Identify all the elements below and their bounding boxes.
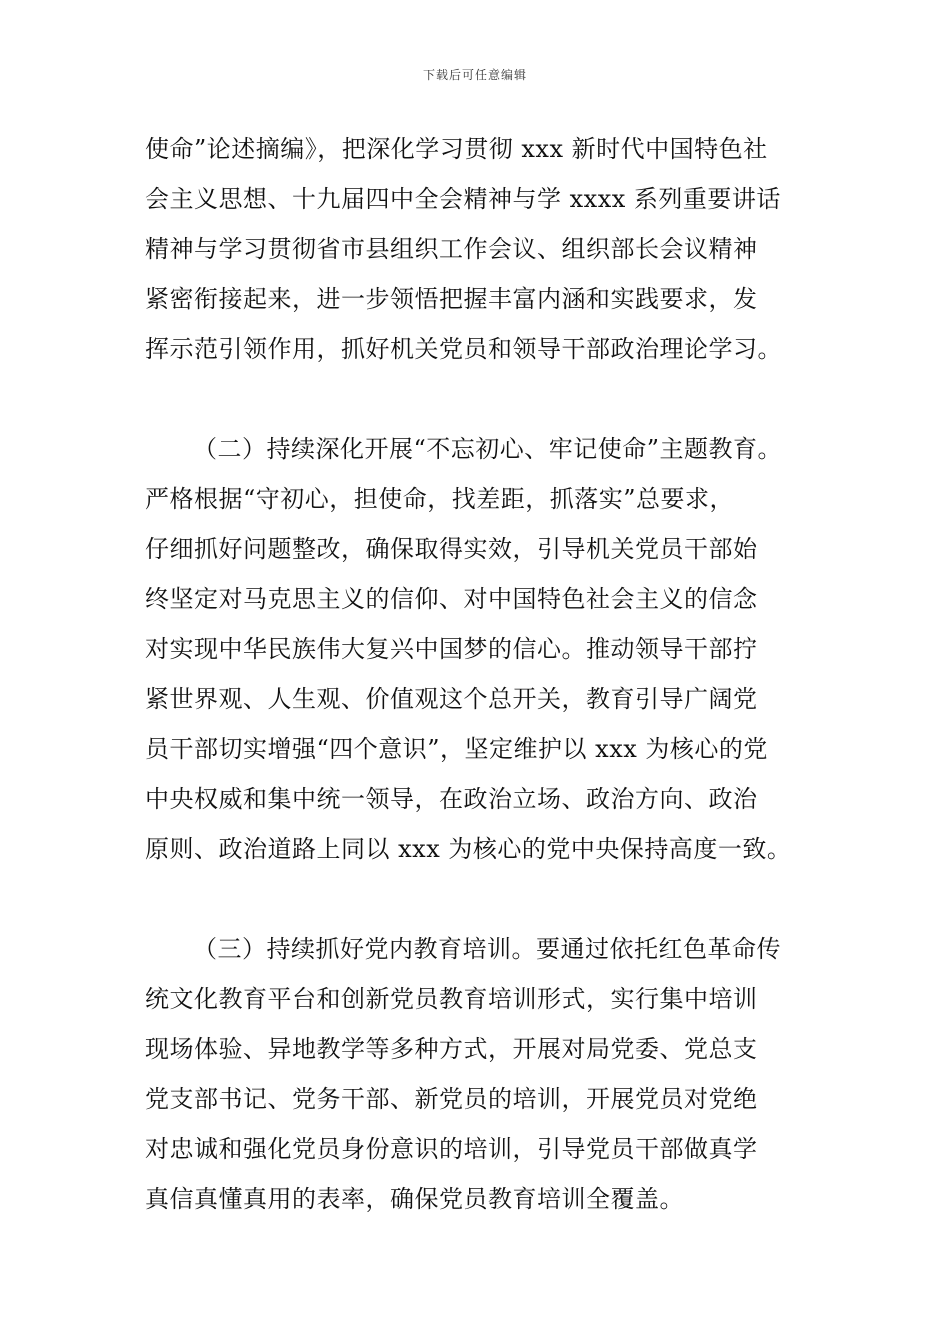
paragraph-line: 党支部书记、党务干部、新党员的培训，开展党员对党绝 xyxy=(145,1085,758,1113)
paragraph-line: 紧世界观、人生观、价值观这个总开关，教育引导广阔党 xyxy=(145,685,758,713)
paragraph-line: 原则、政治道路上同以 xxx 为核心的党中央保持高度一致。 xyxy=(145,835,792,863)
paragraph-line: 真信真懂真用的表率，确保党员教育培训全覆盖。 xyxy=(145,1185,684,1213)
paragraph-line: 对实现中华民族伟大复兴中国梦的信心。推动领导干部拧 xyxy=(145,635,758,663)
paragraph-3 xyxy=(145,924,845,1224)
paragraph-spacer xyxy=(145,374,845,424)
paragraph-line: 仔细抓好问题整改，确保取得实效，引导机关党员干部始 xyxy=(145,535,758,563)
paragraph-1 xyxy=(145,124,845,374)
paragraph-spacer xyxy=(145,874,845,924)
paragraph-line: 对忠诚和强化党员身份意识的培训，引导党员干部做真学 xyxy=(145,1135,758,1163)
paragraph-2 xyxy=(145,424,845,874)
paragraph-line: 精神与学习贯彻省市县组织工作会议、组织部长会议精神 xyxy=(145,235,758,263)
paragraph-line: 现场体验、异地教学等多种方式，开展对局党委、党总支 xyxy=(145,1035,758,1063)
paragraph-line: 统文化教育平台和创新党员教育培训形式，实行集中培训 xyxy=(145,985,758,1013)
paragraph-line: 挥示范引领作用，抓好机关党员和领导干部政治理论学习。 xyxy=(145,335,782,363)
paragraph-line: 紧密衔接起来，进一步领悟把握丰富内涵和实践要求，发 xyxy=(145,285,758,313)
paragraph-line: 使命”论述摘编》，把深化学习贯彻 xxx 新时代中国特色社 xyxy=(145,135,768,163)
page-header: 下载后可任意编辑 xyxy=(422,68,527,82)
paragraph-line: （三）持续抓好党内教育培训。要通过依托红色革命传 xyxy=(193,935,781,963)
paragraph-line: 终坚定对马克思主义的信仰、对中国特色社会主义的信念 xyxy=(145,585,758,613)
document-body xyxy=(145,124,845,1224)
paragraph-line: 员干部切实增强“四个意识”，坚定维护以 xxx 为核心的党 xyxy=(145,735,768,763)
paragraph-line: 会主义思想、十九届四中全会精神与学 xxxx 系列重要讲话 xyxy=(145,185,781,213)
paragraph-line: （二）持续深化开展“不忘初心、牢记使命”主题教育。 xyxy=(193,435,783,463)
paragraph-line: 严格根据“守初心，担使命，找差距，抓落实”总要求， xyxy=(145,485,735,513)
paragraph-line: 中央权威和集中统一领导，在政治立场、政治方向、政治 xyxy=(145,785,758,813)
